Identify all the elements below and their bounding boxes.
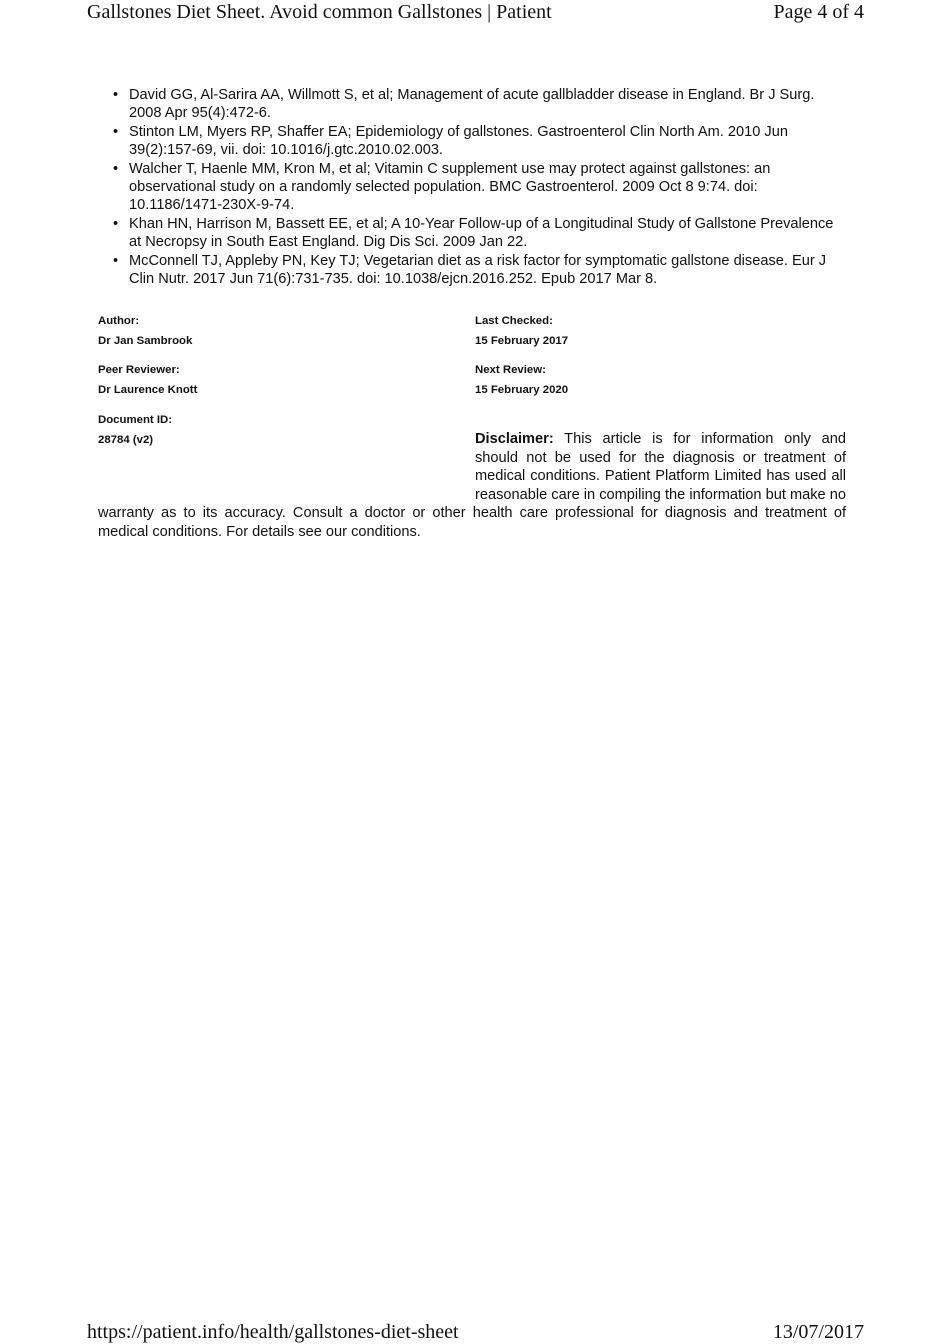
disclaimer-label: Disclaimer:	[475, 431, 554, 447]
last-checked-date: 15 February 2017	[475, 334, 569, 347]
bullet: •	[113, 87, 119, 103]
page-number: Page 4 of 4	[773, 1, 864, 23]
author-name: Dr Jan Sambrook	[98, 334, 193, 347]
author-block	[98, 312, 192, 351]
last-checked-block	[475, 312, 568, 351]
disclaimer-text: This article is for information only and should not be used for the diagnosis or treatment of medical conditions. Patient Platform Limited has used all reasonable care in compiling the information but make no warranty as to its accuracy. Consult a doctor or other health care professional for diagnosis and treatment of medical conditions. For details see our conditions.	[98, 431, 846, 540]
references-list	[113, 86, 843, 288]
page-header-title: Gallstones Diet Sheet. Avoid common Gallstones | Patient	[87, 1, 552, 23]
peer-reviewer-block	[98, 361, 197, 400]
peer-reviewer-label: Peer Reviewer:	[98, 364, 180, 376]
disclaimer	[98, 430, 846, 542]
reference-text: Stinton LM, Myers RP, Shaffer EA; Epidemiology of gallstones. Gastroenterol Clin North Am. 2010 Jun 39(2):157-69, vii. doi: 10.1016/j.gtc.2010.02.003.	[129, 123, 788, 159]
reference-text: McConnell TJ, Appleby PN, Key TJ; Vegetarian diet as a risk factor for symptomatic gallstone disease. Eur J Clin Nutr. 2017 Jun 71(6):731-735. doi: 10.1038/ejcn.2016.252. Epub 2017 Mar 8.	[129, 252, 827, 288]
reference-text: David GG, Al-Sarira AA, Willmott S, et al; Management of acute gallbladder disease in England. Br J Surg. 2008 Apr 95(4):472-6.	[129, 87, 815, 122]
footer-url: https://patient.info/health/gallstones-diet-sheet	[87, 1321, 459, 1343]
next-review-label: Next Review:	[475, 364, 546, 376]
document-id-label: Document ID:	[98, 414, 173, 426]
next-review-date: 15 February 2020	[475, 383, 569, 396]
footer-date: 13/07/2017	[772, 1321, 864, 1343]
reference-item	[113, 123, 843, 160]
next-review-block	[475, 361, 568, 400]
bullet: •	[113, 215, 119, 232]
disclaimer-spacer	[98, 430, 475, 486]
bullet: •	[113, 252, 119, 269]
reference-text: Walcher T, Haenle MM, Kron M, et al; Vitamin C supplement use may protect against gallstones: an observational study on a randomly selected population. BMC Gastroenterol. 2009 Oct 8 9:74. doi: 10.1186/1471-230X-9-74.	[129, 160, 771, 214]
reference-item	[113, 160, 843, 215]
peer-reviewer-name: Dr Laurence Knott	[98, 383, 198, 396]
author-label: Author:	[98, 315, 140, 327]
document-id: 28784 (v2)	[98, 433, 154, 446]
reference-item	[113, 86, 843, 123]
reference-text: Khan HN, Harrison M, Bassett EE, et al; A 10-Year Follow-up of a Longitudinal Study of Gallstone Prevalence at Necropsy in South East England. Dig Dis Sci. 2009 Jan 22.	[129, 215, 834, 251]
last-checked-label: Last Checked:	[475, 315, 553, 327]
reference-item	[113, 252, 843, 289]
bullet: •	[113, 123, 119, 140]
bullet: •	[113, 160, 119, 177]
reference-item	[113, 215, 843, 252]
